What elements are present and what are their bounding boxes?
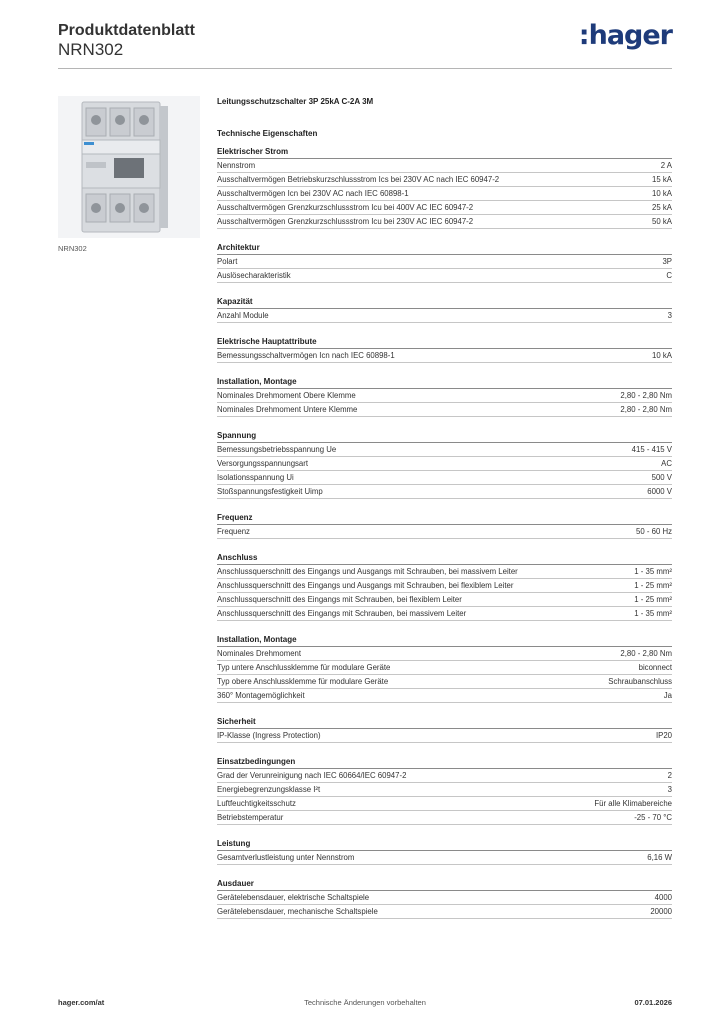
spec-label: Bemessungsbetriebsspannung Ue [217,445,337,454]
spec-label: Anschlussquerschnitt des Eingangs und Ausgangs mit Schrauben, bei massivem Leiter [217,567,518,576]
spec-label: Ausschaltvermögen Grenzkurzschlussstrom Icu bei 230V AC IEC 60947-2 [217,217,474,226]
spec-row [217,255,672,269]
spec-value: 415 - 415 V [631,445,672,454]
spec-group [217,429,672,499]
spec-value: 25 kA [652,203,672,212]
spec-label: Anschlussquerschnitt des Eingangs und Ausgangs mit Schrauben, bei flexiblem Leiter [217,581,514,590]
spec-group [217,837,672,865]
spec-label: Energiebegrenzungsklasse I²t [217,785,321,794]
spec-value: 1 - 25 mm² [634,595,672,604]
spec-row [217,729,672,743]
spec-value: Ja [663,691,672,700]
spec-label: Typ untere Anschlussklemme für modulare Geräte [217,663,391,672]
spec-row [217,811,672,825]
spec-group [217,877,672,919]
spec-value: 4000 [654,893,672,902]
footer-website: hager.com/at [58,998,105,1007]
spec-value: 3 [667,785,672,794]
spec-label: Stoßspannungsfestigkeit Uimp [217,487,323,496]
spec-value: 2 [667,771,672,780]
spec-value: 3P [662,257,672,266]
spec-value: 2,80 - 2,80 Nm [620,649,672,658]
spec-group [217,145,672,229]
spec-label: Gerätelebensdauer, elektrische Schaltspiele [217,893,370,902]
document-subtitle: NRN302 [58,40,124,59]
spec-row [217,579,672,593]
spec-value: 1 - 35 mm² [634,609,672,618]
spec-label: Anschlussquerschnitt des Eingangs mit Schrauben, bei massivem Leiter [217,609,467,618]
spec-label: Nennstrom [217,161,256,170]
spec-row [217,457,672,471]
spec-value: IP20 [655,731,672,740]
spec-row [217,309,672,323]
group-title: Architektur [217,241,672,255]
spec-label: Ausschaltvermögen Grenzkurzschlussstrom Icu bei 400V AC IEC 60947-2 [217,203,474,212]
spec-row [217,647,672,661]
spec-label: Nominales Drehmoment [217,649,302,658]
circuit-breaker-illustration [58,96,200,238]
group-title: Einsatzbedingungen [217,755,672,769]
spec-row [217,443,672,457]
spec-value: 6000 V [647,487,672,496]
spec-label: Nominales Drehmoment Obere Klemme [217,391,356,400]
spec-label: Typ obere Anschlussklemme für modulare Geräte [217,677,389,686]
spec-group [217,551,672,621]
spec-group [217,375,672,417]
group-title: Sicherheit [217,715,672,729]
group-title: Leistung [217,837,672,851]
document-title: Produktdatenblatt [58,22,195,39]
spec-value: Schraubanschluss [608,677,672,686]
spec-group [217,755,672,825]
spec-label: Polart [217,257,238,266]
spec-label: Gesamtverlustleistung unter Nennstrom [217,853,355,862]
spec-row [217,201,672,215]
spec-value: 2,80 - 2,80 Nm [620,391,672,400]
spec-row [217,689,672,703]
spec-group [217,241,672,283]
header-divider [58,68,672,69]
spec-value: 500 V [651,473,672,482]
spec-row [217,173,672,187]
spec-label: Nominales Drehmoment Untere Klemme [217,405,358,414]
footer-date: 07.01.2026 [634,998,672,1007]
spec-row [217,525,672,539]
spec-value: 10 kA [652,351,672,360]
spec-value: 50 kA [652,217,672,226]
spec-row [217,389,672,403]
spec-label: IP-Klasse (Ingress Protection) [217,731,321,740]
spec-value: Für alle Klimabereiche [594,799,672,808]
spec-label: Luftfeuchtigkeitsschutz [217,799,296,808]
spec-row [217,769,672,783]
spec-label: Versorgungsspannungsart [217,459,309,468]
group-title: Spannung [217,429,672,443]
spec-value: biconnect [638,663,672,672]
spec-row [217,349,672,363]
spec-group [217,511,672,539]
spec-row [217,565,672,579]
spec-value: 2,80 - 2,80 Nm [620,405,672,414]
spec-value: 20000 [650,907,672,916]
spec-row [217,851,672,865]
group-title: Ausdauer [217,877,672,891]
spec-row [217,593,672,607]
group-title: Anschluss [217,551,672,565]
spec-label: Frequenz [217,527,250,536]
spec-label: Ausschaltvermögen Icn bei 230V AC nach IEC 60898-1 [217,189,409,198]
spec-group [217,335,672,363]
spec-group [217,633,672,703]
spec-label: 360° Montagemöglichkeit [217,691,305,700]
spec-label: Bemessungsschaltvermögen Icn nach IEC 60898-1 [217,351,395,360]
spec-value: 6,16 W [647,853,672,862]
spec-label: Ausschaltvermögen Betriebskurzschlussstrom Ics bei 230V AC nach IEC 60947-2 [217,175,500,184]
spec-groups [217,145,672,919]
group-title: Frequenz [217,511,672,525]
group-title: Installation, Montage [217,633,672,647]
spec-label: Gerätelebensdauer, mechanische Schaltspiele [217,907,378,916]
spec-row [217,783,672,797]
spec-value: C [666,271,672,280]
hager-logo: :hager [578,20,672,51]
spec-row [217,607,672,621]
section-title: Technische Eigenschaften [217,129,318,138]
spec-label: Anzahl Module [217,311,269,320]
spec-value: 1 - 35 mm² [634,567,672,576]
group-title: Elektrische Hauptattribute [217,335,672,349]
spec-value: AC [661,459,672,468]
spec-value: 15 kA [652,175,672,184]
spec-row [217,675,672,689]
spec-value: 3 [667,311,672,320]
spec-label: Grad der Verunreinigung nach IEC 60664/IEC 60947-2 [217,771,407,780]
spec-value: -25 - 70 °C [634,813,672,822]
spec-value: 50 - 60 Hz [636,527,672,536]
spec-value: 10 kA [652,189,672,198]
spec-value: 2 A [660,161,672,170]
image-caption: NRN302 [58,244,87,253]
spec-label: Anschlussquerschnitt des Eingangs mit Schrauben, bei flexiblem Leiter [217,595,462,604]
group-title: Elektrischer Strom [217,145,672,159]
spec-row [217,159,672,173]
group-title: Installation, Montage [217,375,672,389]
spec-row [217,215,672,229]
spec-label: Betriebstemperatur [217,813,284,822]
spec-group [217,715,672,743]
spec-label: Auslösecharakteristik [217,271,291,280]
spec-value: 1 - 25 mm² [634,581,672,590]
product-image [58,96,200,238]
spec-row [217,269,672,283]
group-title: Kapazität [217,295,672,309]
spec-group [217,295,672,323]
spec-row [217,187,672,201]
spec-row [217,471,672,485]
spec-row [217,891,672,905]
spec-label: Isolationsspannung Ui [217,473,294,482]
spec-content [217,96,672,931]
spec-row [217,905,672,919]
product-name: Leitungsschutzschalter 3P 25kA C-2A 3M [217,97,374,106]
spec-row [217,485,672,499]
footer-notice: Technische Änderungen vorbehalten [304,998,426,1007]
page-header [58,18,672,70]
spec-row [217,403,672,417]
spec-row [217,661,672,675]
spec-row [217,797,672,811]
